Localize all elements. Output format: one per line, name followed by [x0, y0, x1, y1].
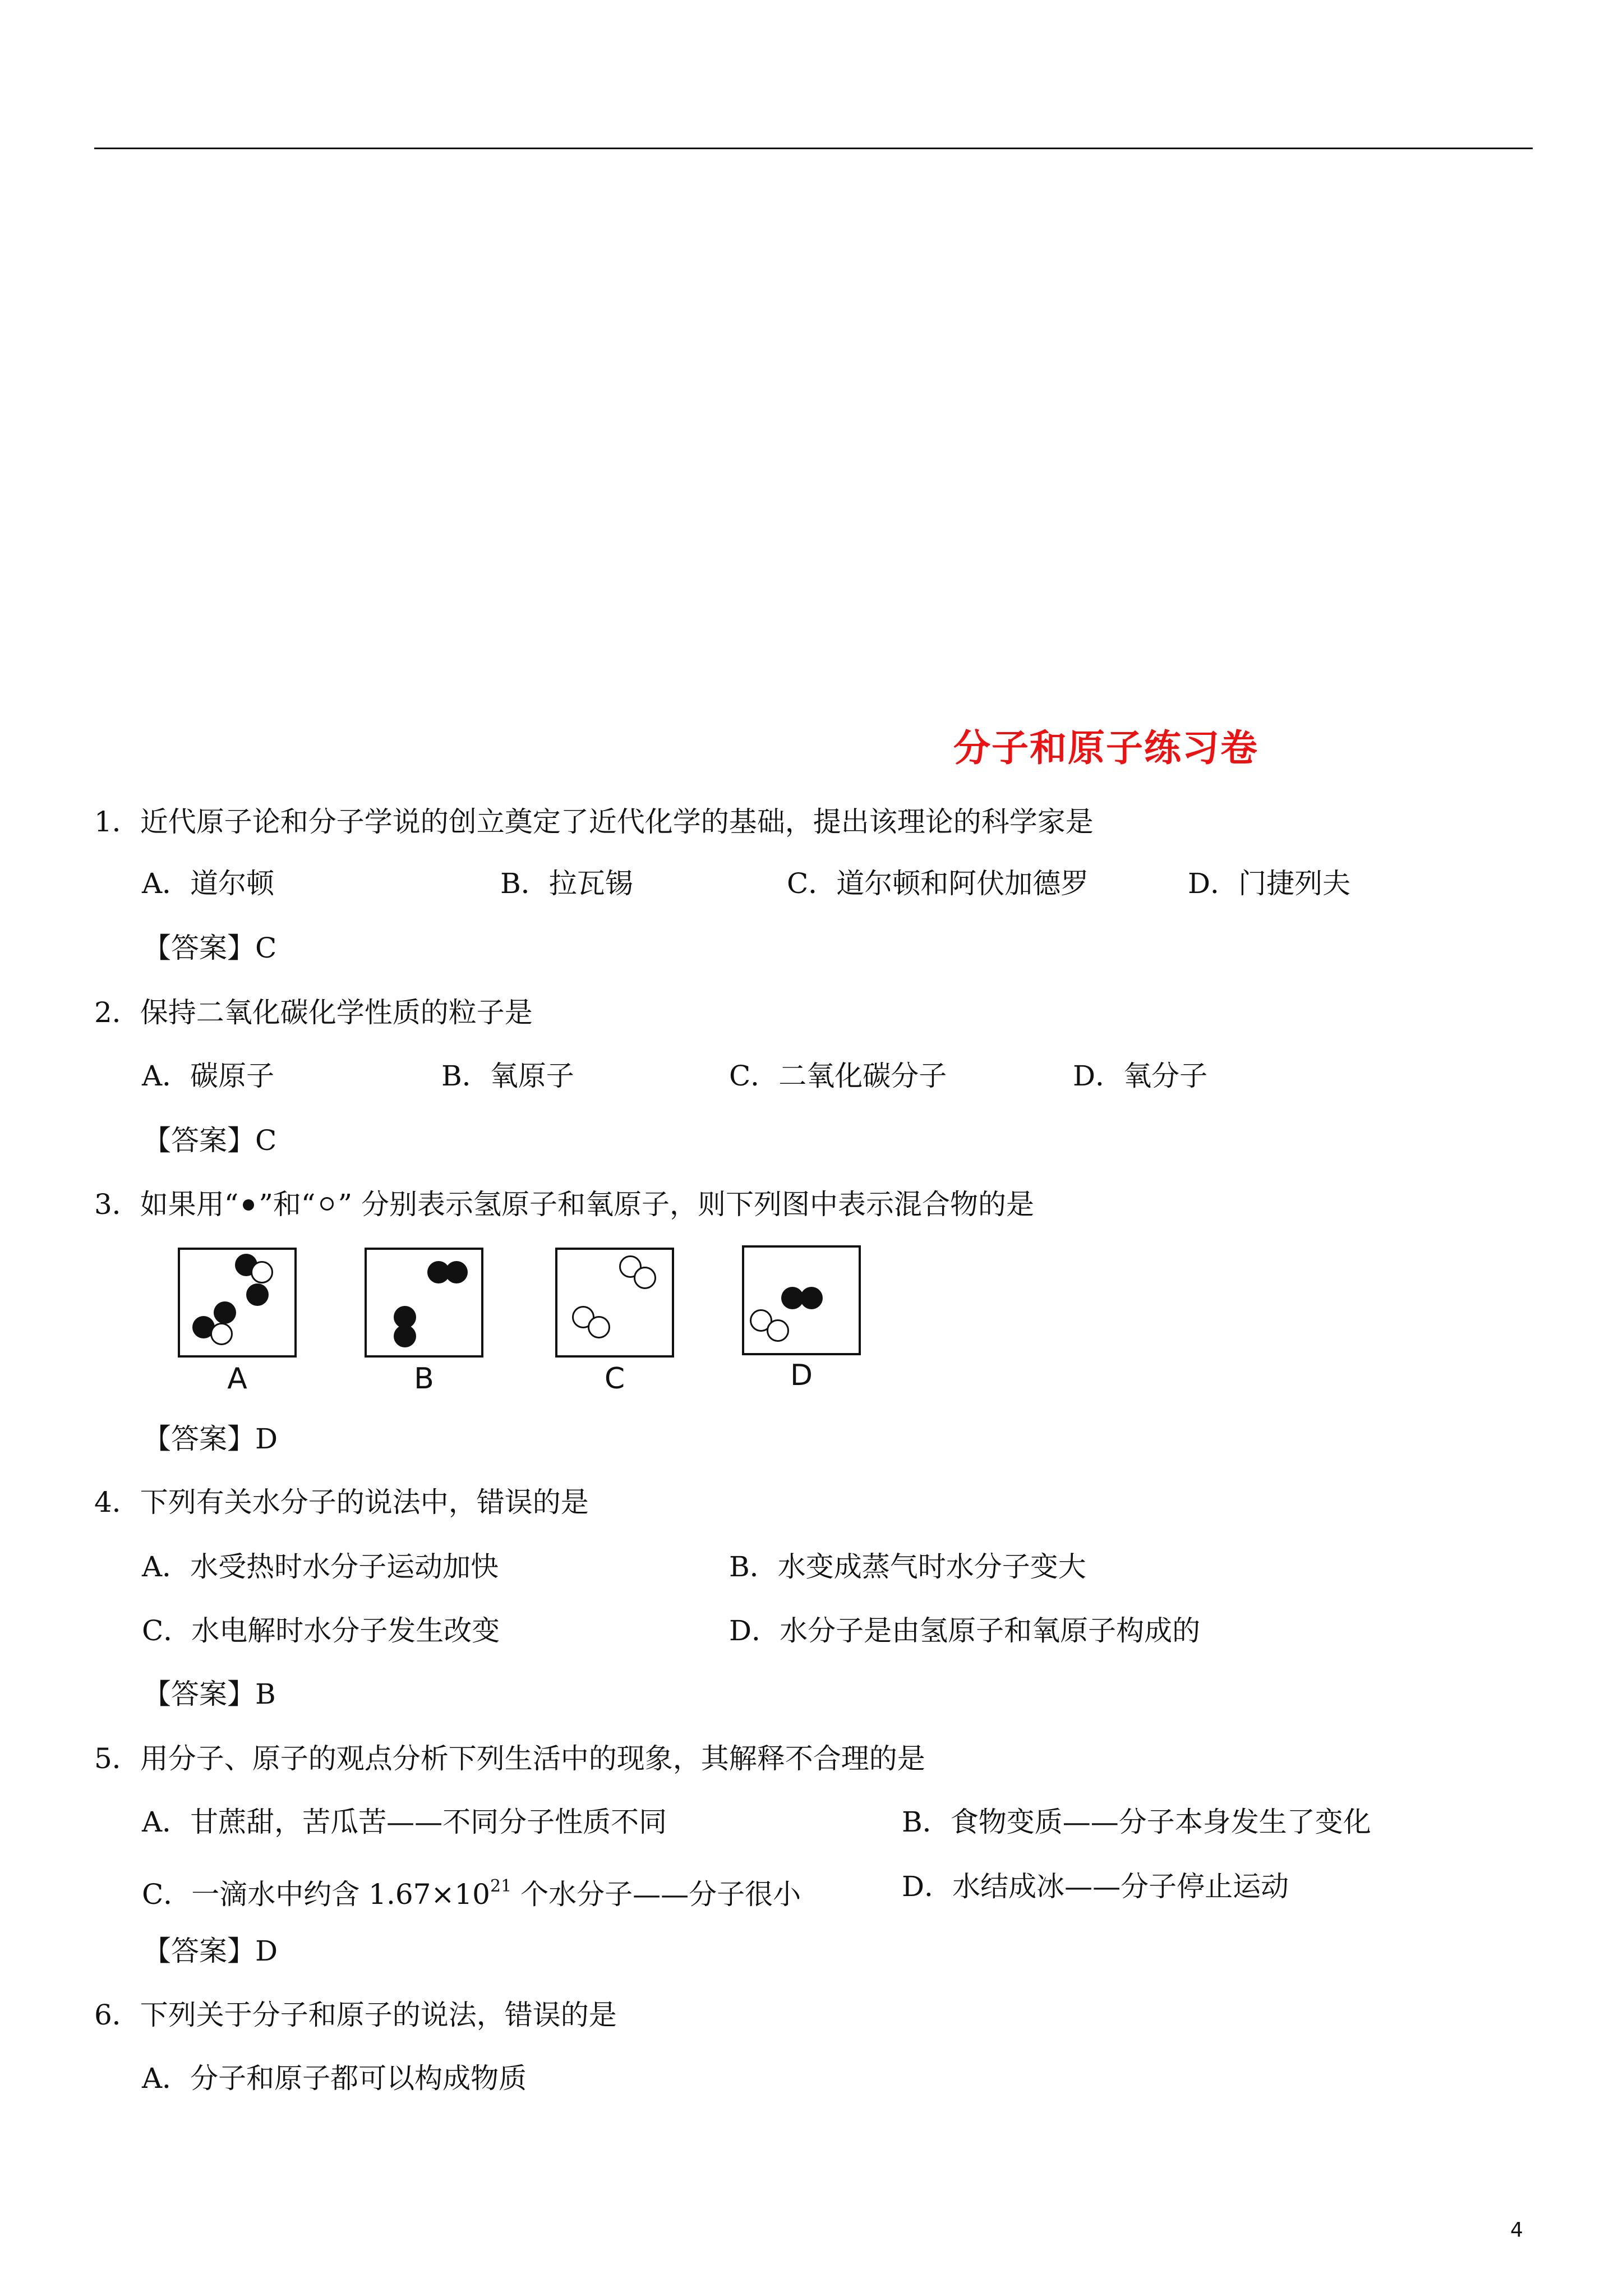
hydrogen-atom [214, 1301, 236, 1324]
question-2-option-c: C．二氧化碳分子 [729, 1060, 947, 1092]
oxygen-atom [251, 1261, 273, 1283]
oxygen-atom-symbol-icon [320, 1197, 334, 1211]
question-3-stem-pre: 3．如果用“ [94, 1188, 239, 1221]
question-2-option-d: D．氧分子 [1073, 1060, 1208, 1092]
question-2-option-a: A．碳原子 [142, 1060, 275, 1092]
page-number: 4 [1510, 2219, 1523, 2242]
figure-label-c: C [604, 1362, 625, 1396]
question-4-option-b: B．水变成蒸气时水分子变大 [729, 1550, 1086, 1583]
figure-label-b: B [414, 1362, 434, 1396]
question-3-figure [168, 1240, 897, 1408]
question-4-option-c: C．水电解时水分子发生改变 [142, 1614, 500, 1647]
question-4-option-a: A．水受热时水分子运动加快 [142, 1550, 499, 1583]
question-1-option-b: B．拉瓦锡 [500, 867, 633, 900]
header-rule [94, 148, 1533, 149]
hydrogen-atom [800, 1287, 823, 1309]
question-2-option-b: B．氧原子 [441, 1060, 574, 1092]
figure-label-a: A [227, 1362, 247, 1396]
hydrogen-atom [246, 1283, 269, 1306]
question-1-option-d: D．门捷列夫 [1188, 867, 1351, 900]
oxygen-atom [588, 1316, 610, 1338]
question-4-option-d: D．水分子是由氢原子和氧原子构成的 [729, 1614, 1201, 1647]
question-5-option-c [142, 1870, 801, 1911]
question-1-answer: 【答案】C [143, 932, 277, 964]
question-3-stem-post: ” 分别表示氢原子和氧原子，则下列图中表示混合物的是 [338, 1188, 1034, 1221]
question-5-answer: 【答案】D [143, 1935, 278, 1967]
question-2-stem: 2．保持二氧化碳化学性质的粒子是 [94, 996, 533, 1029]
question-1-option-c: C．道尔顿和阿伏加德罗 [787, 867, 1089, 900]
question-5-option-a: A．甘蔗甜，苦瓜苦——不同分子性质不同 [142, 1806, 667, 1838]
figure-box-b [365, 1248, 483, 1358]
question-6-stem: 6．下列关于分子和原子的说法，错误的是 [94, 1999, 617, 2031]
question-1-option-a: A．道尔顿 [142, 867, 275, 900]
page-title: 分子和原子练习卷 [953, 726, 1258, 770]
question-5-option-c-exponent: 21 [490, 1876, 512, 1896]
figure-label-d: D [790, 1359, 813, 1392]
hydrogen-atom-symbol-icon [243, 1199, 254, 1211]
oxygen-atom [767, 1319, 789, 1342]
question-1-stem: 1．近代原子论和分子学说的创立奠定了近代化学的基础，提出该理论的科学家是 [94, 806, 1094, 838]
question-6-option-a: A．分子和原子都可以构成物质 [142, 2062, 527, 2095]
question-3-stem-mid: ”和“ [259, 1188, 316, 1221]
oxygen-atom [210, 1323, 233, 1345]
hydrogen-atom [394, 1325, 416, 1347]
question-3-answer: 【答案】D [143, 1423, 278, 1455]
question-5-stem: 5．用分子、原子的观点分析下列生活中的现象，其解释不合理的是 [94, 1742, 925, 1775]
oxygen-atom [634, 1267, 656, 1289]
question-5-option-c-pre: C．一滴水中约含 1.67×10 [142, 1878, 490, 1911]
question-5-option-b: B．食物变质——分子本身发生了变化 [902, 1806, 1371, 1838]
question-4-stem: 4．下列有关水分子的说法中，错误的是 [94, 1486, 589, 1519]
hydrogen-atom [445, 1261, 468, 1283]
figure-box-d [742, 1245, 861, 1355]
question-5-option-d: D．水结成冰——分子停止运动 [902, 1870, 1289, 1903]
figure-box-a [178, 1248, 297, 1358]
figure-box-c [555, 1248, 674, 1358]
question-5-option-c-post: 个水分子——分子很小 [511, 1878, 801, 1911]
question-2-answer: 【答案】C [143, 1124, 277, 1157]
question-3-stem [94, 1188, 1034, 1221]
question-4-answer: 【答案】B [143, 1678, 276, 1710]
